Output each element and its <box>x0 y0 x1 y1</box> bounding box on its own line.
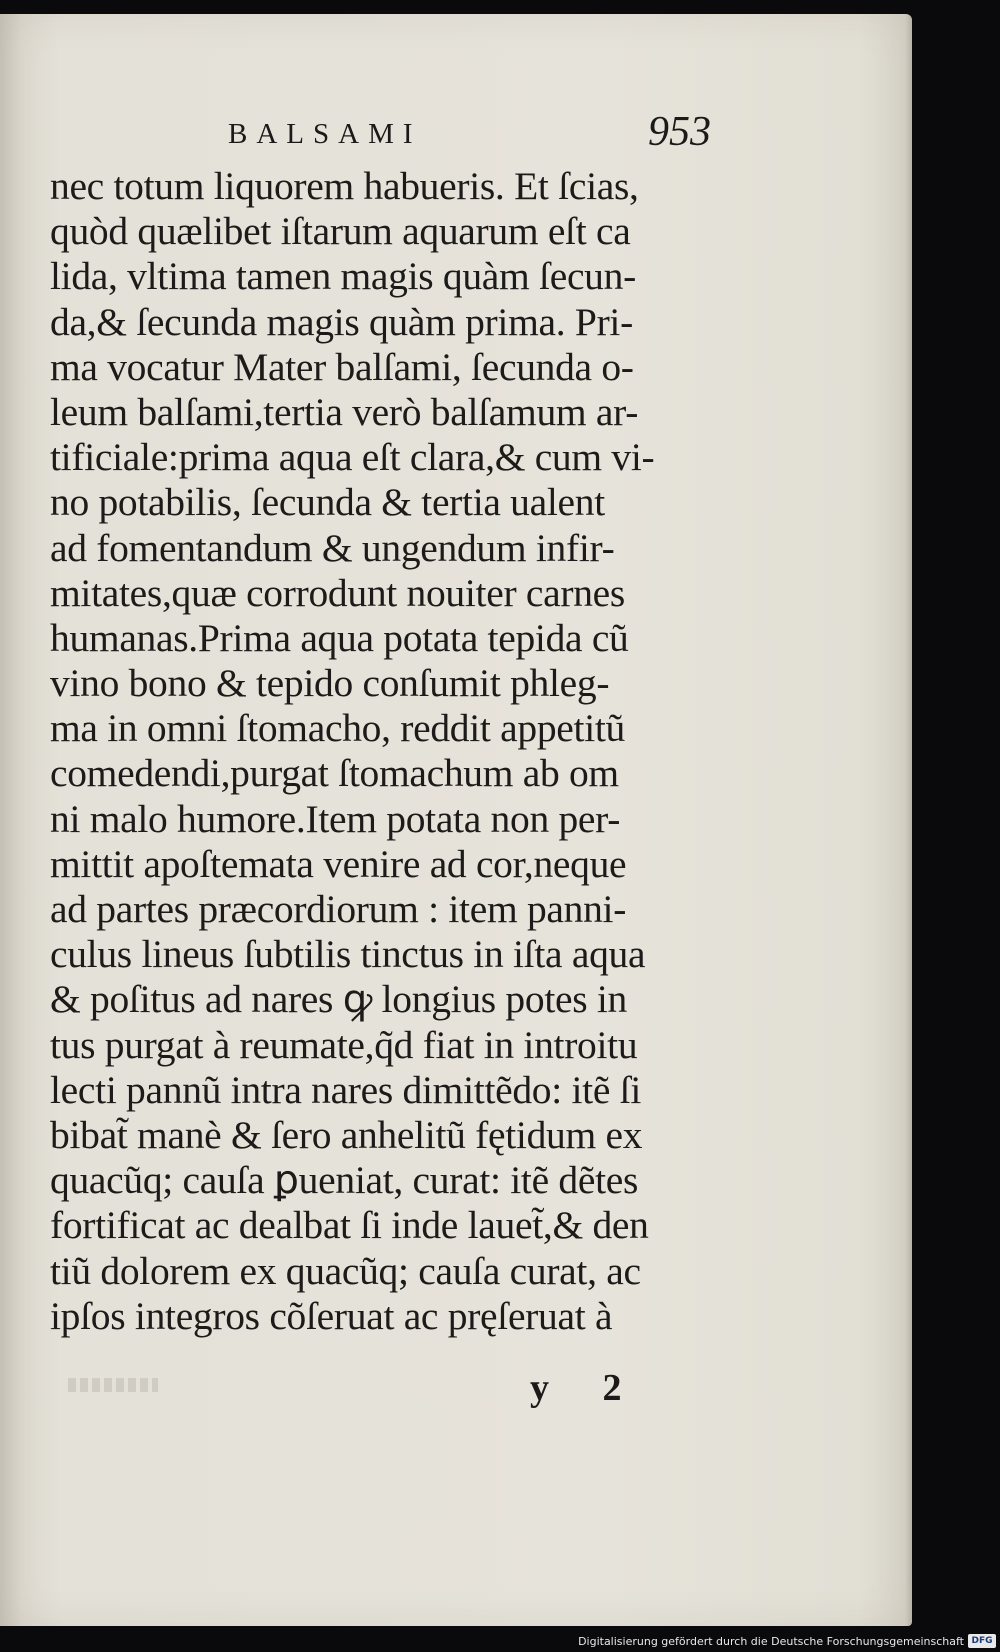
text-line: lida, vltima tamen magis quàm ſecun- <box>50 254 636 299</box>
ink-offset-mark <box>68 1378 158 1392</box>
text-line: bibat̃ manè & ſero anhelitũ fętidum ex <box>50 1112 643 1157</box>
text-line: tus purgat à reumate,q̃d fiat in introitu <box>50 1022 638 1067</box>
text-line: fortificat ac dealbat ſi inde lauet̃,& den <box>50 1203 649 1248</box>
text-line: quacũq; cauſa ꝑueniat, curat: itẽ dẽtes <box>50 1158 639 1203</box>
text-line: ipſos integros cõſeruat ac pręſeruat à <box>50 1293 613 1338</box>
book-page <box>0 14 912 1626</box>
text-line: culus lineus ſubtilis tinctus in iſta aqua <box>50 932 646 977</box>
text-line: ni malo humore.Item potata non per- <box>50 796 621 841</box>
text-line: & poſitus ad nares ꝙ longius potes in <box>50 977 628 1022</box>
body-text <box>50 164 730 1339</box>
funding-credit: Digitalisierung gefördert durch die Deutsche Forschungsgemeinschaft <box>578 1635 964 1648</box>
text-line: quòd quælibet iſtarum aquarum eſt ca <box>50 209 631 254</box>
page-number: 953 <box>648 109 711 155</box>
text-line: ad fomentandum & ungendum infir- <box>50 525 615 570</box>
text-line: tificiale:prima aqua eſt clara,& cum vi- <box>50 435 655 480</box>
text-line: lecti pannũ intra nares dimittẽdo: itẽ ſi <box>50 1067 642 1112</box>
text-line: humanas.Prima aqua potata tepida cũ <box>50 615 629 660</box>
text-line: ma in omni ſtomacho, reddit appetitũ <box>50 706 625 751</box>
text-line: da,& ſecunda magis quàm prima. Pri- <box>50 299 633 344</box>
text-line: comedendi,purgat ſtomachum ab om <box>50 751 619 796</box>
text-line: vino bono & tepido conſumit phleg- <box>50 661 610 706</box>
text-line: nec totum liquorem habueris. Et ſcias, <box>50 164 639 208</box>
text-line: tiũ dolorem ex quacũq; cauſa curat, ac <box>50 1248 641 1293</box>
text-line: no potabilis, ſecunda & tertia ualent <box>50 480 605 525</box>
signature-mark: y 2 <box>530 1367 644 1409</box>
text-line: mittit apoſtemata venire ad cor,neque <box>50 841 627 886</box>
text-line: ad partes præcordiorum : item panni- <box>50 887 627 931</box>
text-line: ma vocatur Mater balſami, ſecunda o- <box>50 344 634 389</box>
text-line: mitates,quæ corrodunt nouiter carnes <box>50 570 625 615</box>
running-head: BALSAMI <box>228 118 422 150</box>
dfg-logo: DFG <box>968 1634 996 1648</box>
text-line: leum balſami,tertia verò balſamum ar- <box>50 389 639 434</box>
